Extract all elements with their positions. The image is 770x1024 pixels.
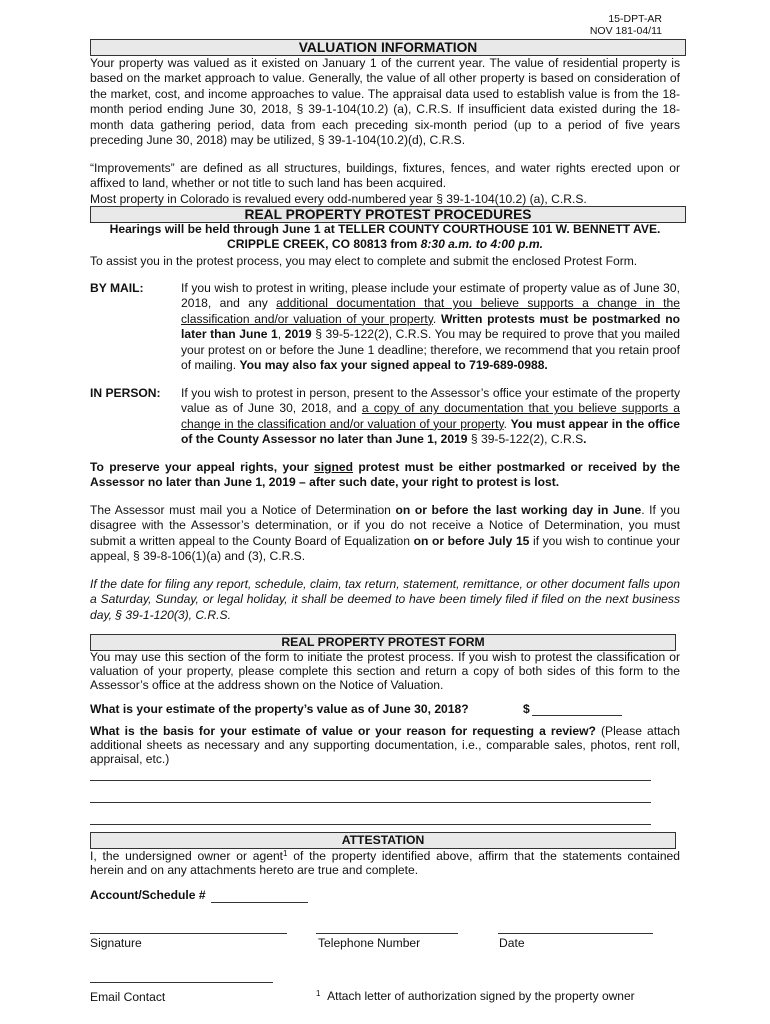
footnote-marker: 1 [283, 849, 288, 858]
basis-input-line[interactable] [90, 802, 651, 803]
in-person-text: If you wish to protest in person, present to the Assessor’s office your estimate of the property value as of June 30, 2018, and [181, 386, 680, 416]
by-mail-year: 2019 [284, 327, 312, 342]
account-label: Account/Schedule # [90, 888, 206, 902]
by-mail-label: BY MAIL: [90, 281, 144, 295]
valuation-header: VALUATION INFORMATION [90, 39, 686, 56]
account-input-line[interactable] [211, 902, 308, 903]
protest-form-intro: You may use this section of the form to initiate the protest process. If you wish to protest the classification or valuation of your property, please complete this section and return a copy of both sides of this form to the Assessor’s office at the address shown on the Notice of Valuation. [90, 650, 680, 692]
preserve-text: protest must be either postmarked or received by the Assessor no later than June 1, 2019 – after such date, your right to protest is lost. [90, 460, 680, 490]
preserve-text: To preserve your appeal rights, your [90, 460, 315, 474]
by-mail-deadline: Written protests must be postmarked no later than June 1 [181, 311, 680, 342]
hearing-line-1: Hearings will be held through June 1 at TELLER COUNTY COURTHOUSE 101 W. BENNETT AVE. [109, 222, 661, 236]
preserve-signed: signed [314, 460, 354, 474]
fax-info: You may also fax your signed appeal to 719-689-0988. [239, 358, 548, 373]
notice-text: if you wish to continue your appeal, § 39-8-106(1)(a) and (3), C.R.S. [90, 533, 680, 564]
in-person-deadline: You must appear in the office of the County Assessor no later than June 1, 2019 [181, 416, 680, 447]
notice-text: . If you disagree with the Assessor’s determination, or if you do not receive a Notice of Determination, you must submit a written appeal to the County Board of Equalization [90, 503, 680, 548]
hearing-hours: 8:30 a.m. to 4:00 p.m. [420, 237, 543, 252]
notice-text: The Assessor must mail you a Notice of Determination [90, 503, 396, 517]
hearing-info [90, 222, 680, 253]
form-code [590, 14, 662, 37]
by-mail-paragraph [181, 281, 680, 373]
by-mail-documentation: additional documentation that you believe supports a change in the classification and/or valuation of your property [181, 296, 680, 326]
basis-question [90, 724, 680, 766]
footnote-text: Attach letter of authorization signed by the property owner [327, 989, 635, 1003]
revaluation-text: Most property in Colorado is revalued every odd-numbered year § 39-1-104(10.2) (a), C.R.S. [90, 191, 587, 206]
assist-text: To assist you in the protest process, you may elect to complete and submit the enclosed Protest Form. [90, 254, 638, 268]
appeal-deadline: on or before July 15 [413, 533, 530, 548]
protest-procedures-header: REAL PROPERTY PROTEST PROCEDURES [90, 206, 686, 223]
telephone-line[interactable] [316, 933, 458, 934]
date-line[interactable] [498, 933, 653, 934]
footnote-number: 1 [316, 989, 321, 998]
by-mail-text: , [277, 327, 285, 342]
notice-deadline: on or before the last working day in June [395, 503, 642, 517]
by-mail-text: If you wish to protest in writing, please include your estimate of property value as of June 30, 2018, and any [181, 281, 680, 311]
improvements-text: “Improvements” are defined as all structures, buildings, fixtures, fences, and water rights erected upon or affixed to land, whether or not title to such land has been acquired. [90, 161, 680, 191]
signature-line[interactable] [90, 933, 287, 934]
attestation-statement: I, the undersigned owner or agent [90, 849, 284, 863]
in-person-text: . [503, 416, 511, 431]
email-line[interactable] [90, 982, 273, 983]
in-person-label: IN PERSON: [90, 386, 161, 400]
date-label: Date [499, 936, 525, 950]
in-person-text: § 39-5-122(2), C.R.S [467, 432, 584, 447]
notice-paragraph [90, 503, 680, 565]
telephone-label: Telephone Number [318, 936, 421, 950]
preserve-rights-paragraph [90, 460, 680, 491]
attestation-statement: of the property identified above, affirm that the statements contained herein and on any attachments hereto are true and complete. [90, 849, 681, 877]
footnote [316, 989, 635, 1004]
email-label: Email Contact [90, 990, 166, 1004]
valuation-paragraph: Your property was valued as it existed on January 1 of the current year. The value of residential property is based on the market approach to value. Generally, the value of all other property is based on consideration of the market, cost, and income approaches to value. The appraisal data used to establish value is from the 18-month period ending June 30, 2018, § 39-1-104(10.2) (a), C.R.S. If insufficient data existed during the 18-month data gathering period, data from each preceding six-month period (up to a period of five years preceding June 30, 2018) may be utilized, § 39-1-104(10.2)(d), C.R.S. [90, 56, 680, 148]
attestation-header: ATTESTATION [90, 832, 676, 849]
improvements-paragraph [90, 161, 680, 207]
signature-label: Signature [90, 936, 142, 950]
form-code-line: 15-DPT-AR [608, 13, 662, 25]
basis-input-line[interactable] [90, 780, 651, 781]
protest-form-header: REAL PROPERTY PROTEST FORM [90, 634, 676, 651]
by-mail-text: . [432, 311, 441, 326]
attestation-text [90, 849, 680, 877]
hearing-location: CRIPPLE CREEK, CO 80813 from [227, 237, 421, 252]
by-mail-text: § 39-5-122(2), C.R.S. You may be required to prove that you mailed your protest on or before the June 1 deadline; therefore, we recommend that you retain proof of mailing. [181, 327, 680, 373]
in-person-paragraph [181, 386, 680, 448]
basis-question-text: What is the basis for your estimate of value or your reason for requesting a review? [90, 724, 596, 738]
estimate-question: What is your estimate of the property’s value as of June 30, 2018? [90, 702, 469, 716]
basis-instructions: (Please attach additional sheets as necessary and any supporting documentation, i.e., comparable sales, photos, rent roll, appraisal, etc.) [90, 724, 680, 766]
in-person-documentation: a copy of any documentation that you believe supports a change in the classification and/or valuation of your property [181, 401, 680, 431]
holiday-paragraph: If the date for filing any report, schedule, claim, tax return, statement, remittance, or other document falls upon a Saturday, Sunday, or legal holiday, it shall be deemed to have been timely filed if filed on the next business day, § 39-1-120(3), C.R.S. [90, 577, 680, 622]
estimate-dollar: $ [523, 702, 530, 716]
in-person-text: . [583, 432, 587, 447]
estimate-input-line[interactable] [532, 715, 622, 716]
hearing-line-2 [90, 237, 680, 252]
form-code-line: NOV 181-04/11 [589, 24, 662, 37]
basis-input-line[interactable] [90, 824, 651, 825]
